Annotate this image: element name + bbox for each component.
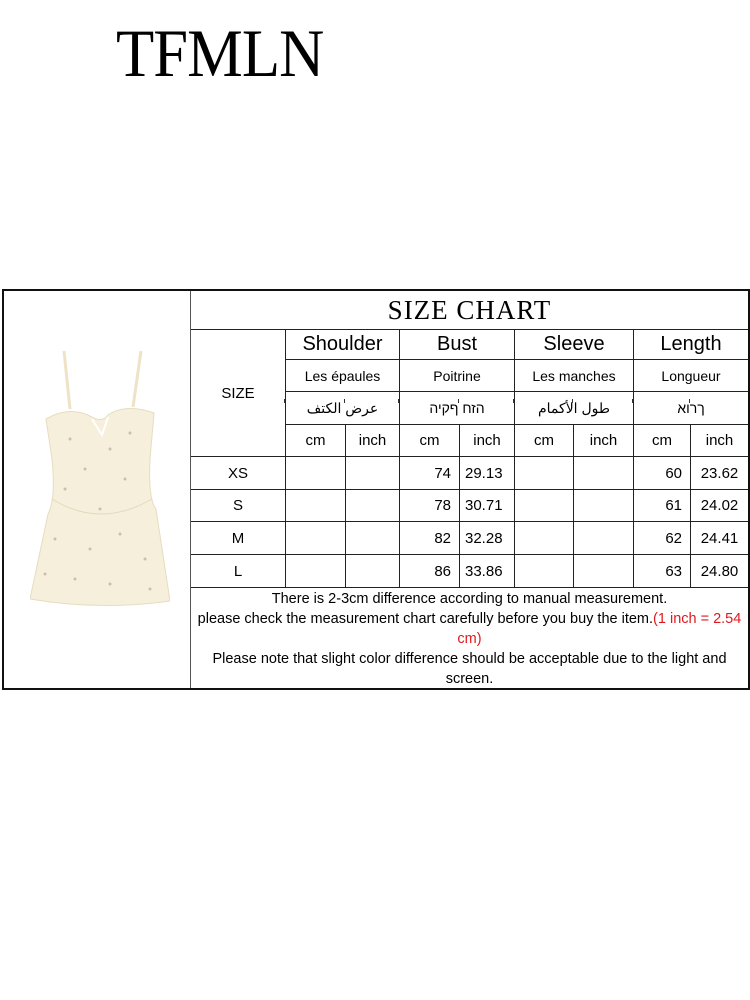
length-inch-cell: 23.62 [691, 457, 748, 490]
length-inch-cell: 24.02 [691, 490, 748, 522]
size-chart-table [191, 291, 748, 688]
conversion-note: (1 inch = 2.54 cm) [457, 611, 742, 647]
grid-tick [284, 399, 285, 403]
sleeve-cm-cell [515, 490, 574, 522]
size-label: M [191, 522, 286, 555]
sleeve-cm-cell [515, 457, 574, 490]
header-sleeve-fr: Les manches [515, 360, 634, 392]
size-label: XS [191, 457, 286, 490]
header-length: Length [634, 330, 748, 360]
unit-inch: inch [346, 425, 400, 457]
length-cm-cell: 61 [634, 490, 691, 522]
length-inch-cell: 24.41 [691, 522, 748, 555]
sleeve-inch-cell [574, 457, 634, 490]
length-cm-cell: 62 [634, 522, 691, 555]
unit-inch: inch [574, 425, 634, 457]
shoulder-cm-cell [286, 490, 346, 522]
header-sleeve-ar: طول الأكمام [515, 392, 634, 425]
size-label: S [191, 490, 286, 522]
grid-tick [572, 399, 573, 403]
chart-title: SIZE CHART [191, 291, 748, 330]
bust-inch-cell: 30.71 [460, 490, 515, 522]
shoulder-inch-cell [346, 522, 400, 555]
header-bust-he: הזח ףקיה [400, 392, 515, 425]
grid-tick [398, 399, 399, 403]
header-length-fr: Longueur [634, 360, 748, 392]
dress-image [30, 349, 170, 609]
grid-tick [632, 399, 633, 403]
header-shoulder-fr: Les épaules [286, 360, 400, 392]
bust-cm-cell: 78 [400, 490, 460, 522]
bust-cm-cell: 86 [400, 555, 460, 588]
header-sleeve: Sleeve [515, 330, 634, 360]
brand-logo: TFMLN [116, 15, 324, 91]
shoulder-cm-cell [286, 555, 346, 588]
size-chart-frame [2, 289, 750, 690]
length-inch-cell: 24.80 [691, 555, 748, 588]
bust-inch-cell: 29.13 [460, 457, 515, 490]
unit-cm: cm [400, 425, 460, 457]
sleeve-inch-cell [574, 555, 634, 588]
unit-inch: inch [691, 425, 748, 457]
sleeve-cm-cell [515, 522, 574, 555]
size-column-header: SIZE [191, 330, 286, 457]
shoulder-cm-cell [286, 457, 346, 490]
sleeve-inch-cell [574, 522, 634, 555]
unit-cm: cm [634, 425, 691, 457]
grid-tick [458, 399, 459, 403]
header-length-he: ךרוא [634, 392, 748, 425]
bust-inch-cell: 32.28 [460, 522, 515, 555]
header-bust: Bust [400, 330, 515, 360]
length-cm-cell: 60 [634, 457, 691, 490]
product-photo-cell [4, 291, 191, 688]
length-cm-cell: 63 [634, 555, 691, 588]
note-color-difference: Please note that slight color difference should be acceptable due to the light and screen. [212, 651, 727, 687]
header-shoulder: Shoulder [286, 330, 400, 360]
bust-inch-cell: 33.86 [460, 555, 515, 588]
grid-tick [689, 399, 690, 403]
sleeve-cm-cell [515, 555, 574, 588]
note-check-chart: please check the measurement chart carefully before you buy the item.(1 inch = 2.54 cm) [197, 611, 742, 647]
unit-cm: cm [515, 425, 574, 457]
shoulder-inch-cell [346, 555, 400, 588]
unit-cm: cm [286, 425, 346, 457]
grid-tick [344, 399, 345, 403]
measurement-notes [191, 588, 748, 688]
bust-cm-cell: 82 [400, 522, 460, 555]
shoulder-inch-cell [346, 490, 400, 522]
unit-inch: inch [460, 425, 515, 457]
grid-tick [513, 399, 514, 403]
header-shoulder-ar: عرض الكتف [286, 392, 400, 425]
size-label: L [191, 555, 286, 588]
bust-cm-cell: 74 [400, 457, 460, 490]
sleeve-inch-cell [574, 490, 634, 522]
note-difference: There is 2-3cm difference according to manual measurement. [271, 591, 668, 607]
header-bust-fr: Poitrine [400, 360, 515, 392]
shoulder-cm-cell [286, 522, 346, 555]
shoulder-inch-cell [346, 457, 400, 490]
